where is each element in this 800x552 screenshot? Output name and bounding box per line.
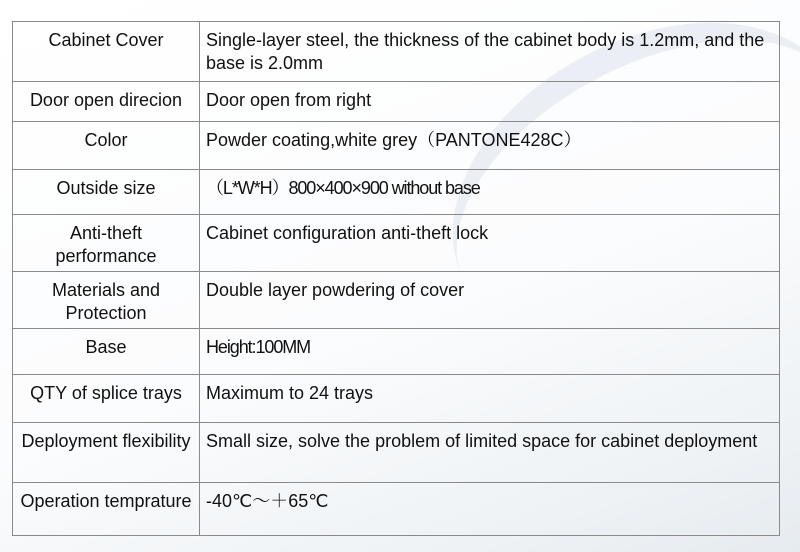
spec-value: Small size, solve the problem of limited space for cabinet deployment [200,423,780,483]
spec-table [12,21,780,536]
spec-label: Materials and Protection [13,272,200,329]
table-row [13,423,780,483]
spec-label: Anti-theft performance [13,215,200,272]
spec-label: Color [13,122,200,170]
spec-value: -40℃～＋65℃ [200,483,780,536]
table-row [13,122,780,170]
spec-label: Door open direcion [13,82,200,122]
spec-value: Maximum to 24 trays [200,375,780,423]
spec-label: Operation temprature [13,483,200,536]
spec-label: Deployment flexibility [13,423,200,483]
spec-value: Height:100MM [200,329,780,375]
spec-value: Cabinet configuration anti-theft lock [200,215,780,272]
spec-table-body [13,22,780,536]
spec-label: Base [13,329,200,375]
spec-label: Cabinet Cover [13,22,200,82]
table-row [13,22,780,82]
table-row [13,170,780,215]
spec-value: （L*W*H）800×400×900 without base [200,170,780,215]
spec-label: QTY of splice trays [13,375,200,423]
spec-label: Outside size [13,170,200,215]
table-row [13,215,780,272]
spec-value: Single-layer steel, the thickness of the cabinet body is 1.2mm, and the base is 2.0mm [200,22,780,82]
table-row [13,483,780,536]
spec-value: Powder coating,white grey（PANTONE428C） [200,122,780,170]
spec-value: Double layer powdering of cover [200,272,780,329]
table-row [13,375,780,423]
table-row [13,82,780,122]
table-row [13,329,780,375]
table-row [13,272,780,329]
spec-value: Door open from right [200,82,780,122]
